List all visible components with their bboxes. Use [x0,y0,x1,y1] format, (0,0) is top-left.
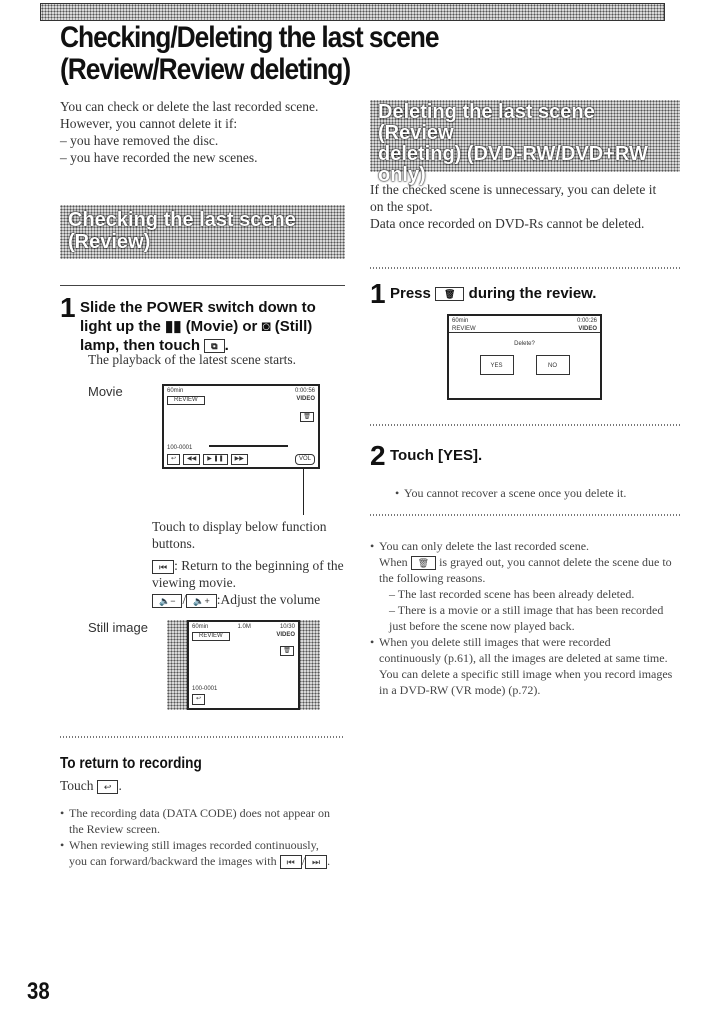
note-text: You can delete a specific still image when you record images in a DVD-RW (VR mode) (p.72). [379,667,673,698]
step-desc: The playback of the latest scene starts. [88,352,297,367]
desc: :Adjust the volume [216,592,321,607]
video-tag: VIDEO [578,326,597,332]
section-line: only) [378,164,426,186]
step-text: . [224,337,229,354]
review-button[interactable]: ⧉ [204,339,224,353]
intro-text: However, you cannot delete it if: [60,116,238,131]
step-1 [60,292,350,355]
note: • When reviewing still images recorded continuously, you can forward/backward the images with ⏮ / ⏭ . [60,837,335,869]
video-tag: VIDEO [296,396,315,402]
trash-icon[interactable]: 🗑 [300,412,314,422]
video-tag: VIDEO [276,632,295,638]
title-line: (Review/Review deleting) [60,53,351,86]
section-line: (Review) [68,231,151,253]
step-text: (Movie) or [185,318,258,335]
step-text: Press [390,285,431,302]
volume-up-icon: 🔈+ [186,594,216,608]
note [370,634,675,698]
count: 10/30 [279,624,295,630]
step-text: Slide the POWER switch down to light up the [80,299,316,335]
still-label: Still image [88,620,148,635]
note: • You cannot recover a scene once you delete it. [395,485,680,501]
beginning-button: ⏮ [152,560,174,574]
return-text [60,777,122,794]
delete-question: Delete? [514,341,535,347]
prev-icon: ⏮ [280,855,302,869]
section-heading-review [60,205,345,259]
caption: Touch to display below function buttons. [152,519,327,551]
page-title [60,22,676,86]
desc: : Return to the beginning of the viewing movie. [152,558,344,590]
return-button[interactable]: ↩ [167,454,180,465]
return-button[interactable]: ↩ [192,694,205,705]
delete-screen [447,314,602,400]
battery: 60min [452,318,469,324]
intro [60,98,350,166]
note-text: When [379,555,408,569]
sub-note: – The last recorded scene has been already deleted. [389,587,635,602]
title-line: Checking/Deleting the last scene [60,21,439,54]
step-text: (Still) lamp, then touch [80,318,313,354]
intro-text: – you have recorded the new scenes. [60,150,258,165]
counter: 100-0001 [167,445,193,451]
return-icon: ↩ [97,780,119,794]
battery: 60min [167,388,184,394]
trash-icon: 🗑 [411,556,436,570]
divider [370,267,680,269]
yes-button[interactable]: YES [480,355,514,375]
section-line: deleting) (DVD-RW/DVD+RW [378,143,648,165]
page-number: 38 [27,978,50,1005]
film-icon: ▮▮ [165,318,182,335]
camera-icon: ◙ [261,318,271,335]
right-intro [370,181,670,232]
divider [60,736,345,738]
note-text: • When you delete still images that were recorded continuously (p.61), all the images are deleted at same time. [379,635,668,666]
intro-text: You can check or delete the last recorded scene. [60,99,319,114]
step-number: 1 [60,292,76,323]
text: Touch [60,778,94,793]
controls [167,454,315,465]
section-line: Deleting the last scene (Review [378,101,595,144]
delete-step-1 [370,278,597,309]
review-tag: REVIEW [192,632,230,641]
step-number: 1 [370,278,386,309]
callout-line [303,469,304,515]
note-text: is grayed out, you cannot delete the scene due to the following reasons. [379,555,672,586]
text: . [118,778,122,793]
play-pause-button[interactable]: ▶ ❚❚ [203,454,227,465]
still-screen [187,620,300,710]
header-banner [40,3,665,21]
resolution: 1.0M [237,624,251,630]
note: • The recording data (DATA CODE) does not appear on the Review screen. [60,805,335,837]
trash-icon[interactable]: 🗑 [280,646,294,656]
intro-text: – you have removed the disc. [60,133,219,148]
review-tag: REVIEW [452,326,476,332]
file-number: 100-0001 [192,686,218,692]
note-text: • You can only delete the last recorded scene. [379,539,590,553]
note-text: When reviewing still images recorded continuously, you can forward/backward the images with [69,838,319,868]
step2-notes [395,485,680,501]
sub-note: – There is a movie or a still image that has been recorded just before the scene now played back. [389,603,664,634]
note [370,538,675,634]
next-icon: ⏭ [305,855,327,869]
section-heading-delete [370,100,680,186]
intro-text: Data once recorded on DVD-Rs cannot be deleted. [370,216,645,231]
movie-screen [162,384,320,469]
battery: 60min [192,624,209,630]
time: 0:00:56 [294,388,315,394]
section-line: Checking the last scene [68,209,296,231]
movie-label: Movie [88,384,123,399]
trash-button[interactable]: 🗑 [435,287,464,301]
time: 0:00:26 [576,318,597,324]
review-tag: REVIEW [167,396,205,405]
divider [370,514,680,516]
no-button[interactable]: NO [536,355,570,375]
prev-button[interactable]: ◀◀ [183,454,200,465]
volume-down-icon: 🔈− [152,594,182,608]
step-text: during the review. [468,285,597,302]
next-button[interactable]: ▶▶ [231,454,248,465]
left-notes [60,805,335,869]
delete-step-2 [370,440,483,471]
intro-text: If the checked scene is unnecessary, you can delete it on the spot. [370,182,657,214]
step-number: 2 [370,440,386,471]
return-heading: To return to recording [60,755,202,772]
divider [370,424,680,426]
progress-bar[interactable] [209,445,288,447]
function-description: Touch to display below function buttons. ⏮ : Return to the beginning of the viewing movie. 🔈− / 🔈+ :Adjust the volume [152,518,352,608]
vol-button[interactable]: VOL [295,454,315,465]
right-notes [370,538,675,698]
divider [60,285,345,286]
step-text: Touch [YES]. [390,447,483,464]
